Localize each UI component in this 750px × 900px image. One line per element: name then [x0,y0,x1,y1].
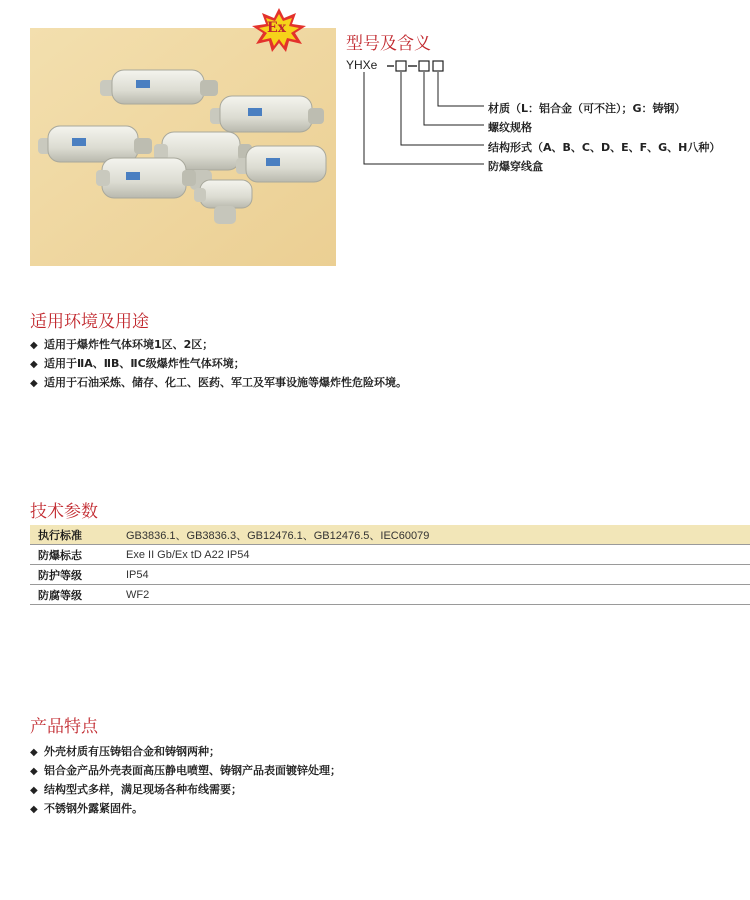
table-row [30,585,750,605]
spec-value: Exe II Gb/Ex tD A22 IP54 [118,545,750,565]
diamond-icon: ◆ [30,359,38,370]
product-photo [30,28,336,266]
list-item: ◆ 不锈钢外露紧固件。 [30,799,341,818]
spec-value: IP54 [118,565,750,585]
table-row [30,545,750,565]
list-item: ◆ 适用于石油采炼、储存、化工、医药、军工及军事设施等爆炸性危险环境。 [30,373,407,392]
list-item: ◆ 适用于ⅡA、ⅡB、ⅡC级爆炸性气体环境； [30,354,407,373]
spec-key: 防护等级 [30,565,118,585]
list-item: ◆ 外壳材质有压铸铝合金和铸钢两种； [30,742,341,761]
diamond-icon: ◆ [30,766,38,777]
spec-table [30,525,750,605]
diamond-icon: ◆ [30,747,38,758]
ex-badge-label: Ex [267,20,287,36]
table-row [30,565,750,585]
meaning-structure: 结构形式（A、B、C、D、E、F、G、H八种） [488,141,721,154]
list-item: ◆ 铝合金产品外壳表面高压静电喷塑、铸钢产品表面镀锌处理； [30,761,341,780]
spec-key: 防爆标志 [30,545,118,565]
spec-value: WF2 [118,585,750,605]
list-item: ◆ 适用于爆炸性气体环境1区、2区； [30,335,407,354]
tech-title: 技术参数 [30,502,98,522]
diamond-icon: ◆ [30,340,38,351]
environment-title: 适用环境及用途 [30,312,149,332]
spec-key: 防腐等级 [30,585,118,605]
list-item: ◆ 结构型式多样，满足现场各种布线需要； [30,780,341,799]
diamond-icon: ◆ [30,804,38,815]
spec-value: GB3836.1、GB3836.3、GB12476.1、GB12476.5、IEC60079 [118,525,750,545]
meaning-product: 防爆穿线盒 [488,160,543,173]
model-code-prefix: YHXe [346,58,378,72]
features-title: 产品特点 [30,717,98,737]
table-row [30,525,750,545]
meaning-thread: 螺纹规格 [488,121,532,134]
meaning-material: 材质（L：铝合金（可不注）；G：铸钢） [488,102,686,115]
ex-badge [252,8,306,52]
model-title: 型号及含义 [346,34,431,54]
environment-list [30,335,407,392]
diamond-icon: ◆ [30,785,38,796]
diamond-icon: ◆ [30,378,38,389]
spec-key: 执行标准 [30,525,118,545]
features-list [30,742,341,818]
